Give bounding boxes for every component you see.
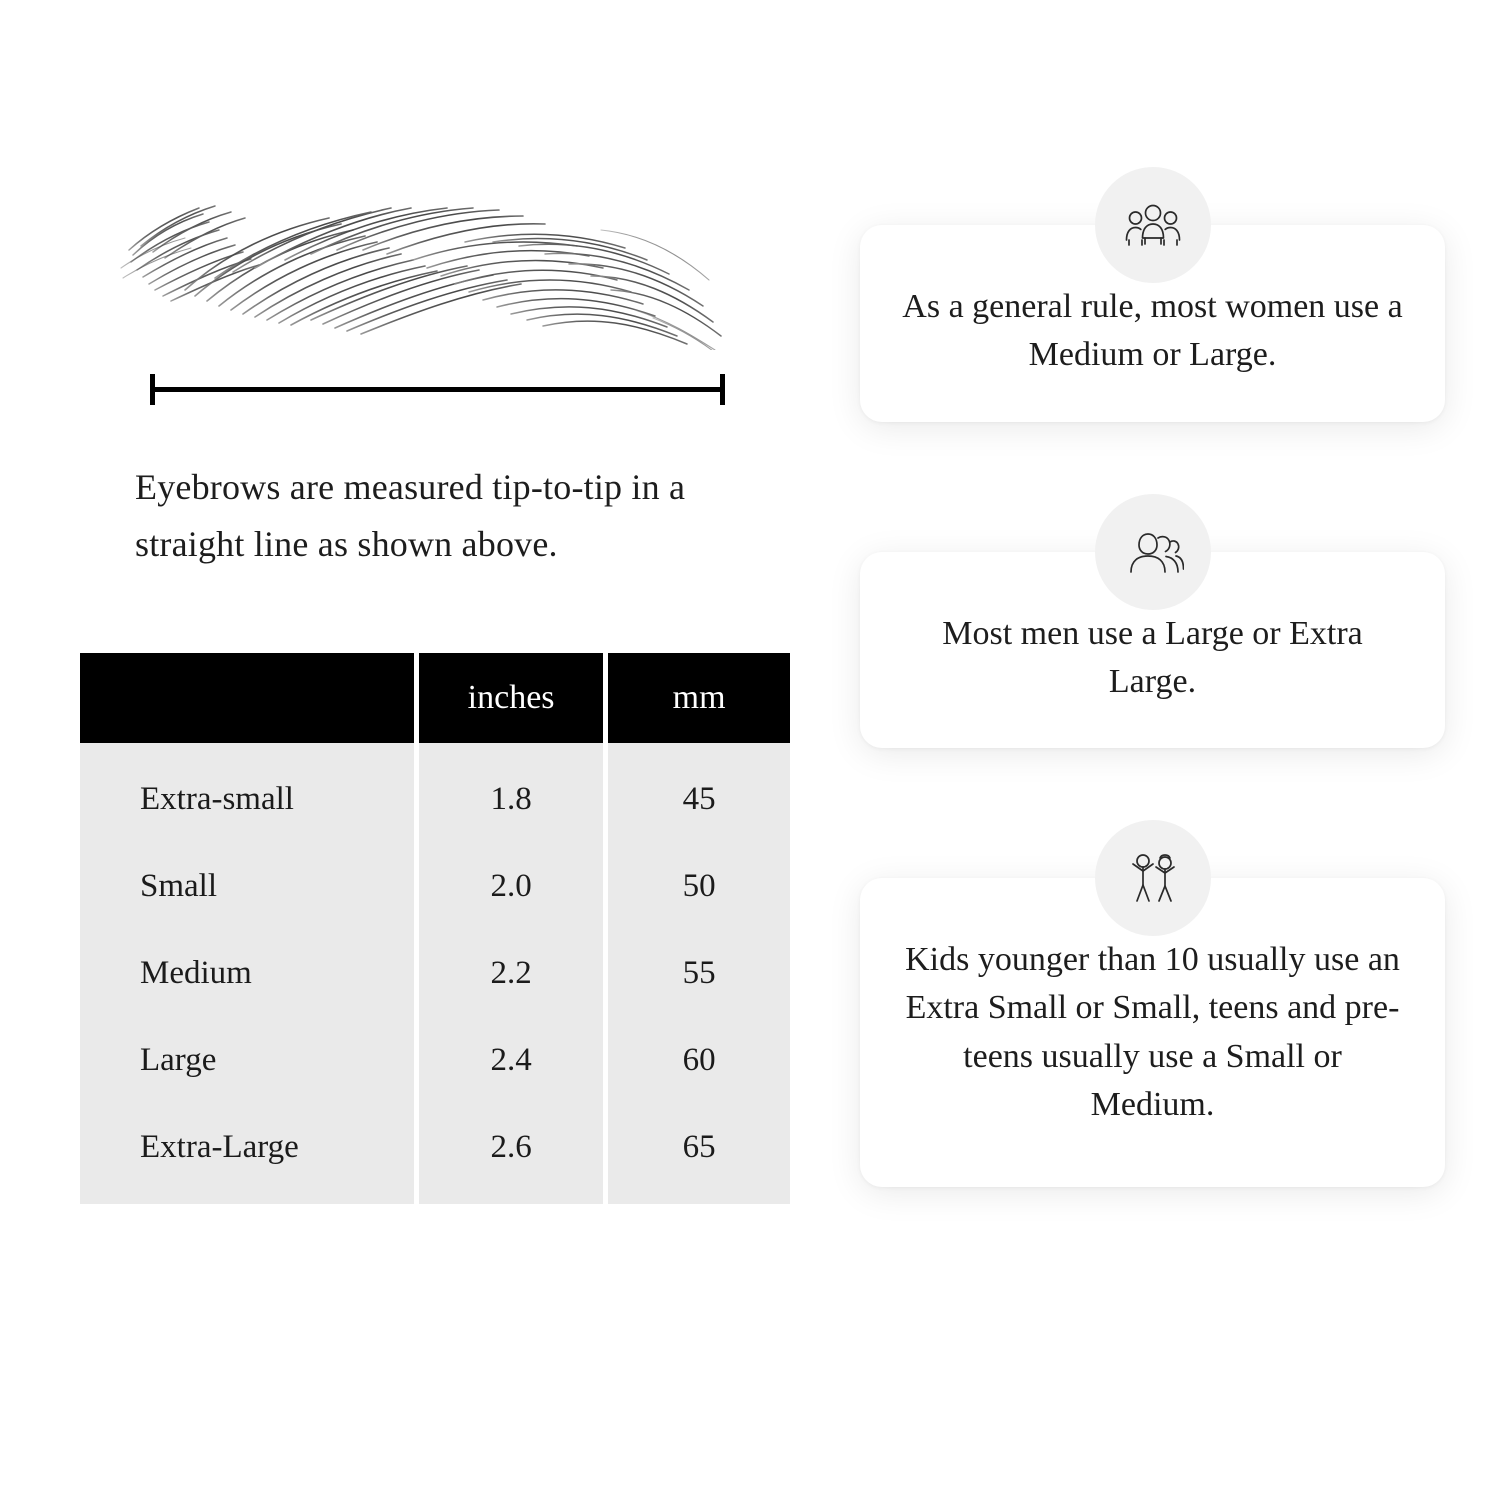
table-row (80, 743, 790, 843)
table-row (80, 1104, 790, 1204)
measurement-cap-left (150, 374, 155, 405)
cell-mm: 65 (608, 1104, 790, 1204)
measurement-bar-line (150, 387, 725, 392)
women-group-icon (1095, 167, 1211, 283)
measurement-bar (150, 374, 725, 404)
cell-inches: 1.8 (419, 743, 603, 843)
cell-size: Medium (80, 930, 414, 1017)
cell-mm: 60 (608, 1017, 790, 1104)
table-row (80, 930, 790, 1017)
tip-card-kids (860, 878, 1445, 1187)
cell-size: Extra-small (80, 743, 414, 843)
cell-mm: 50 (608, 843, 790, 930)
measurement-caption: Eyebrows are measured tip-to-tip in a straight line as shown above. (135, 467, 686, 564)
header-size (80, 653, 414, 743)
table-row (80, 1017, 790, 1104)
tip-text: Kids younger than 10 usually use an Extra Small or Small, teens and pre-teens usually use a Small or Medium. (905, 941, 1400, 1123)
size-table-head (80, 653, 790, 743)
cell-inches: 2.2 (419, 930, 603, 1017)
table-header-row (80, 653, 790, 743)
cell-size: Large (80, 1017, 414, 1104)
tip-card-men (860, 552, 1445, 749)
kids-icon (1095, 820, 1211, 936)
tip-text: Most men use a Large or Extra Large. (942, 614, 1363, 700)
cell-size: Extra-Large (80, 1104, 414, 1204)
eyebrow-diagram (115, 150, 755, 380)
size-table (75, 653, 795, 1204)
size-table-body (80, 743, 790, 1204)
tip-text: As a general rule, most women use a Medium or Large. (902, 288, 1403, 374)
header-mm: mm (608, 653, 790, 743)
right-column (830, 0, 1500, 1500)
table-row (80, 843, 790, 930)
cell-mm: 55 (608, 930, 790, 1017)
measurement-cap-right (720, 374, 725, 405)
cell-mm: 45 (608, 743, 790, 843)
cell-size: Small (80, 843, 414, 930)
men-group-icon (1095, 494, 1211, 610)
cell-inches: 2.6 (419, 1104, 603, 1204)
cell-inches: 2.4 (419, 1017, 603, 1104)
tip-card-women (860, 225, 1445, 422)
eyebrow-illustration (115, 150, 755, 350)
cell-inches: 2.0 (419, 843, 603, 930)
header-inches: inches (419, 653, 603, 743)
